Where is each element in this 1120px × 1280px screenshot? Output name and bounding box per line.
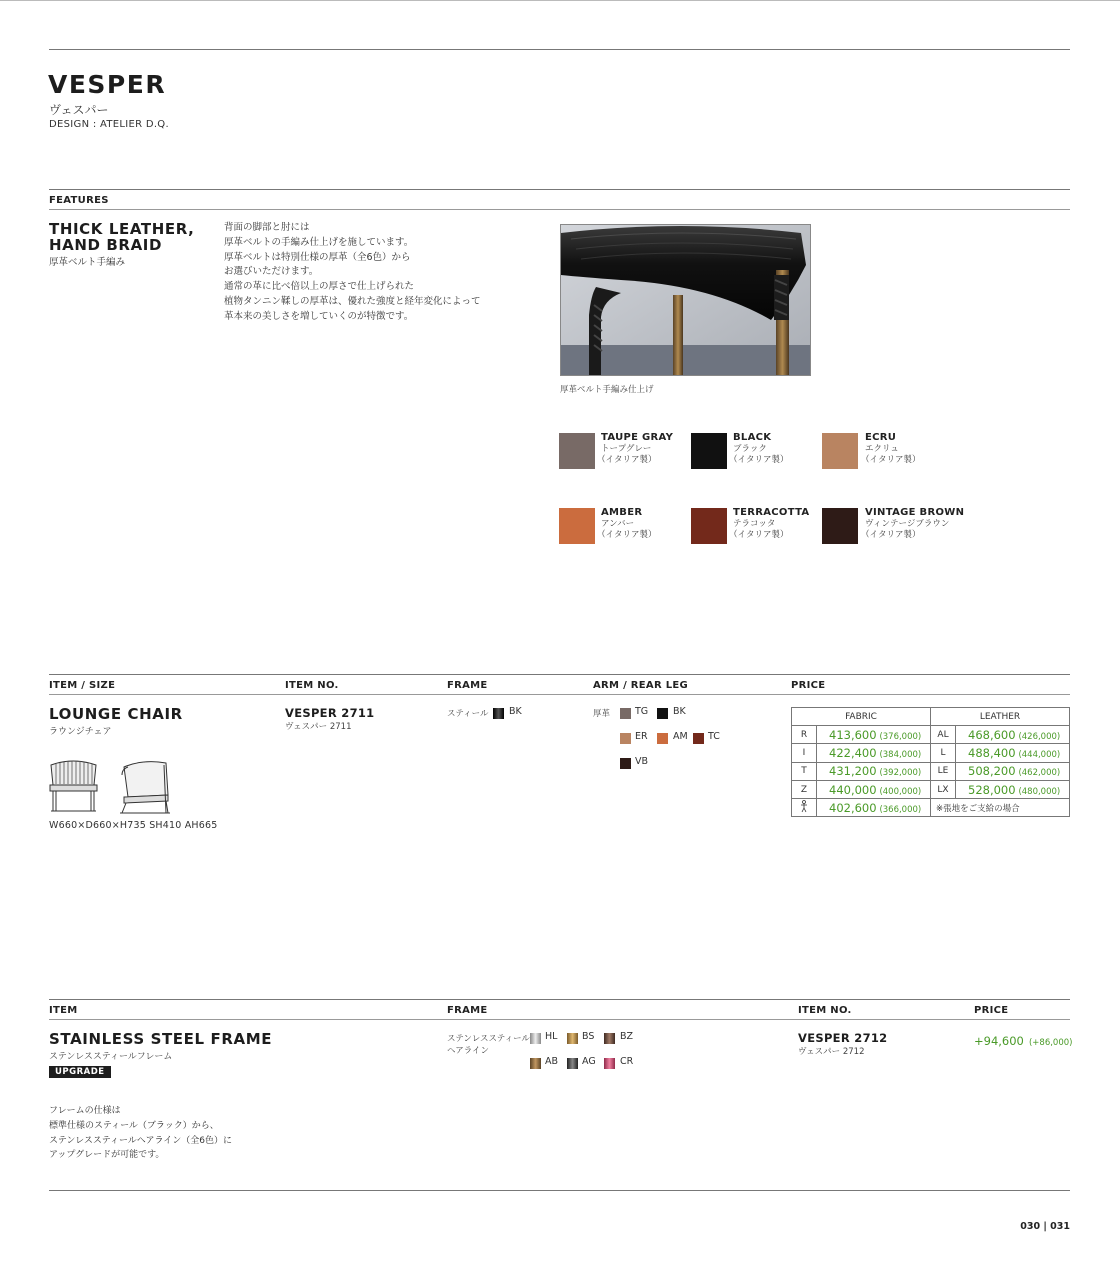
upgrade-price-block: [974, 1030, 1072, 1049]
leather-price: 508,200: [968, 764, 1016, 779]
leather-header: LEATHER: [931, 708, 1070, 726]
leather-price: 488,400: [968, 745, 1016, 760]
frame-chip-bs-label: BS: [582, 1031, 595, 1042]
feature-title-line2: HAND BRAID: [49, 236, 163, 254]
swatch-jp: ブラック: [733, 444, 767, 454]
item-rule-bottom: [49, 694, 1070, 695]
chair-front-view: [50, 761, 97, 811]
feature-title-line1: THICK LEATHER,: [49, 220, 195, 238]
fabric-price-cell: [817, 762, 931, 780]
feature-description: [224, 221, 524, 325]
header-frame: FRAME: [447, 1005, 488, 1016]
feature-desc-line: お選びいただけます。: [224, 266, 319, 278]
swatch-color: [822, 433, 858, 469]
upgrade-frame-label: ステンレススティール: [447, 1034, 530, 1044]
upgrade-item-number: VESPER 2712: [798, 1031, 888, 1045]
arm-chip-er-label: ER: [635, 731, 648, 742]
swatch-color: [822, 508, 858, 544]
frame-chip-hl-label: HL: [545, 1031, 558, 1042]
upgrade-description: [49, 1104, 349, 1163]
chair-arm-illustration: [561, 225, 810, 375]
fabric-price-cell: [817, 799, 931, 817]
leather-price-pretax: (426,000): [1018, 731, 1061, 742]
upgrade-desc-line: 標準仕様のスティール（ブラック）から、: [49, 1120, 219, 1131]
fabric-price: 413,600: [829, 727, 877, 742]
fabric-price: 431,200: [829, 764, 877, 779]
fabric-price-pretax: (376,000): [879, 731, 922, 742]
fabric-grade: I: [792, 744, 817, 762]
table-row: [792, 799, 1070, 817]
arm-chip-vb-swatch: [620, 758, 631, 769]
table-row: [792, 744, 1070, 762]
item-name-jp: ラウンジチェア: [49, 727, 112, 737]
swatch-color: [559, 433, 595, 469]
leather-price-pretax: (444,000): [1018, 749, 1061, 760]
swatch-jp: エクリュ: [865, 444, 899, 454]
leather-grade: LX: [931, 780, 956, 798]
frame-chip-bz-swatch: [604, 1033, 615, 1044]
swatch-jp: テラコッタ: [733, 519, 776, 529]
chair-side-view: [120, 762, 170, 813]
fabric-price-cell: [817, 744, 931, 762]
swatch-origin: （イタリア製）: [597, 455, 657, 465]
designer-credit: DESIGN : ATELIER D.Q.: [49, 119, 169, 130]
arm-chip-er-swatch: [620, 733, 631, 744]
item-number: VESPER 2711: [285, 706, 375, 720]
footer-rule: [49, 1190, 1070, 1191]
features-label: FEATURES: [49, 195, 109, 206]
header-item: ITEM: [49, 1005, 78, 1016]
frame-chip-bz-label: BZ: [620, 1031, 634, 1042]
upgrade-desc-line: フレームの仕様は: [49, 1106, 121, 1116]
fabric-price-cell: [817, 780, 931, 798]
arm-chip-bk-swatch: [657, 708, 668, 719]
frame-chip-ab-label: AB: [545, 1056, 559, 1067]
arm-chip-vb-label: VB: [635, 756, 649, 767]
photo-caption: 厚革ベルト手編み仕上げ: [560, 385, 654, 395]
price-table: [791, 707, 1070, 817]
item-name: LOUNGE CHAIR: [49, 705, 183, 723]
swatch-jp: トープグレー: [601, 444, 652, 454]
price-table-header: [792, 708, 1070, 726]
frame-chip-bs-swatch: [567, 1033, 578, 1044]
header-item-no: ITEM NO.: [285, 680, 339, 691]
swatch-name: ECRU: [865, 432, 897, 443]
swatch-origin: （イタリア製）: [861, 455, 921, 465]
swatch-color: [691, 508, 727, 544]
item-rule-top: [49, 674, 1070, 675]
swatch-name: BLACK: [733, 432, 772, 443]
swatch-origin: （イタリア製）: [861, 530, 921, 540]
feature-desc-line: 厚革ベルトは特別仕様の厚革（全6色）から: [224, 251, 411, 263]
swatch-jp: アンバー: [601, 519, 635, 529]
arm-material-label: 厚革: [593, 709, 611, 719]
feature-subtitle-jp: 厚革ベルト手編み: [49, 257, 126, 268]
swatch-origin: （イタリア製）: [597, 530, 657, 540]
swatch-name: TAUPE GRAY: [601, 432, 674, 443]
leather-grade: L: [931, 744, 956, 762]
upgrade-badge: UPGRADE: [49, 1066, 111, 1078]
header-item-no: ITEM NO.: [798, 1005, 852, 1016]
swatch-color: [691, 433, 727, 469]
item-size: W660×D660×H735 SH410 AH665: [49, 820, 218, 831]
leather-price: 468,600: [968, 727, 1016, 742]
feature-desc-line: 背面の脚部と肘には: [224, 222, 310, 233]
table-row: [792, 780, 1070, 798]
frame-chip-ag-label: AG: [582, 1056, 596, 1067]
swatch-name: AMBER: [601, 507, 643, 518]
fabric-price-cell: [817, 726, 931, 744]
header-frame: FRAME: [447, 680, 488, 691]
leather-price-pretax: (480,000): [1018, 786, 1061, 797]
leather-price-cell: [956, 744, 1070, 762]
upgrade-desc-line: アップグレードが可能です。: [49, 1150, 165, 1161]
header-price: PRICE: [791, 680, 826, 691]
fabric-price-pretax: (366,000): [879, 804, 922, 815]
features-rule-bottom: [49, 209, 1070, 210]
upgrade-desc-line: ステンレススティールヘアライン（全6色）に: [49, 1135, 232, 1146]
swatch-color: [559, 508, 595, 544]
feature-desc-line: 厚革ベルトの手編み仕上げを施しています。: [224, 236, 414, 248]
fabric-grade: Z: [792, 780, 817, 798]
customer-fabric-note: ※張地をご支給の場合: [931, 799, 1070, 817]
arm-chip-tc-swatch: [693, 733, 704, 744]
arm-chip-tc-label: TC: [708, 731, 720, 742]
fabric-price-pretax: (400,000): [879, 786, 922, 797]
page-title: VESPER: [48, 70, 167, 99]
swatch-origin: （イタリア製）: [729, 455, 789, 465]
braided-leather-photo: [560, 224, 811, 376]
swatch-name: TERRACOTTA: [733, 507, 810, 518]
leather-grade: LE: [931, 762, 956, 780]
upgrade-rule-top: [49, 999, 1070, 1000]
feature-desc-line: 植物タンニン鞣しの厚革は、優れた強度と経年変化によって: [224, 295, 481, 307]
leather-grade: AL: [931, 726, 956, 744]
swatch-name: VINTAGE BROWN: [865, 507, 965, 518]
features-rule-top: [49, 189, 1070, 190]
feature-desc-line: 革本来の美しさを増していくのが特徴です。: [224, 310, 414, 322]
upgrade-rule-bottom: [49, 1019, 1070, 1020]
page-numbers: 030 | 031: [1020, 1221, 1070, 1232]
frame-chip-cr-swatch: [604, 1058, 615, 1069]
arm-chip-am-label: AM: [673, 731, 688, 742]
frame-chip-cr-label: CR: [620, 1056, 634, 1067]
frame-chip-hl-swatch: [530, 1033, 541, 1044]
arm-chip-bk-label: BK: [673, 706, 686, 717]
fabric-header: FABRIC: [792, 708, 931, 726]
page-title-jp: ヴェスパー: [49, 103, 109, 117]
table-row: [792, 726, 1070, 744]
upgrade-frame-label-finish: ヘアライン: [447, 1046, 489, 1056]
leather-price-cell: [956, 780, 1070, 798]
header-price: PRICE: [974, 1005, 1009, 1016]
customer-supplied-fabric-icon: [792, 799, 817, 817]
lounge-chair-drawings: [48, 755, 174, 815]
fabric-price: 422,400: [829, 745, 877, 760]
frame-material-label: スティール: [447, 709, 489, 719]
upgrade-name: STAINLESS STEEL FRAME: [49, 1030, 273, 1048]
fabric-price-pretax: (384,000): [879, 749, 922, 760]
fabric-price-pretax: (392,000): [879, 768, 922, 779]
upgrade-price-pretax: (+86,000): [1028, 1038, 1073, 1048]
leather-price-pretax: (462,000): [1018, 768, 1061, 779]
header-arm-rear-leg: ARM / REAR LEG: [593, 680, 689, 691]
swatch-origin: （イタリア製）: [729, 530, 789, 540]
frame-chip-ab-swatch: [530, 1058, 541, 1069]
arm-chip-am-swatch: [657, 733, 668, 744]
item-number-jp: ヴェスパー 2711: [285, 722, 352, 732]
fabric-price: 440,000: [829, 782, 877, 797]
upgrade-item-number-jp: ヴェスパー 2712: [798, 1047, 865, 1057]
feature-desc-line: 通常の革に比べ倍以上の厚さで仕上げられた: [224, 281, 415, 293]
arm-chip-tg-swatch: [620, 708, 631, 719]
frame-chip-ag-swatch: [567, 1058, 578, 1069]
header-rule: [49, 49, 1070, 50]
leather-price-cell: [956, 726, 1070, 744]
leather-price: 528,000: [968, 782, 1016, 797]
upgrade-price: +94,600: [974, 1034, 1024, 1048]
table-row: [792, 762, 1070, 780]
figure-icon: [799, 800, 809, 813]
leather-price-cell: [956, 762, 1070, 780]
frame-chip-bk-swatch: [493, 708, 504, 719]
fabric-price: 402,600: [829, 800, 877, 815]
frame-chip-bk-label: BK: [509, 706, 522, 717]
swatch-jp: ヴィンテージブラウン: [865, 519, 950, 529]
fabric-grade: T: [792, 762, 817, 780]
top-border: [0, 0, 1120, 1]
header-item-size: ITEM / SIZE: [49, 680, 116, 691]
arm-chip-tg-label: TG: [635, 706, 649, 717]
upgrade-name-jp: ステンレススティールフレーム: [49, 1052, 173, 1062]
fabric-grade: R: [792, 726, 817, 744]
